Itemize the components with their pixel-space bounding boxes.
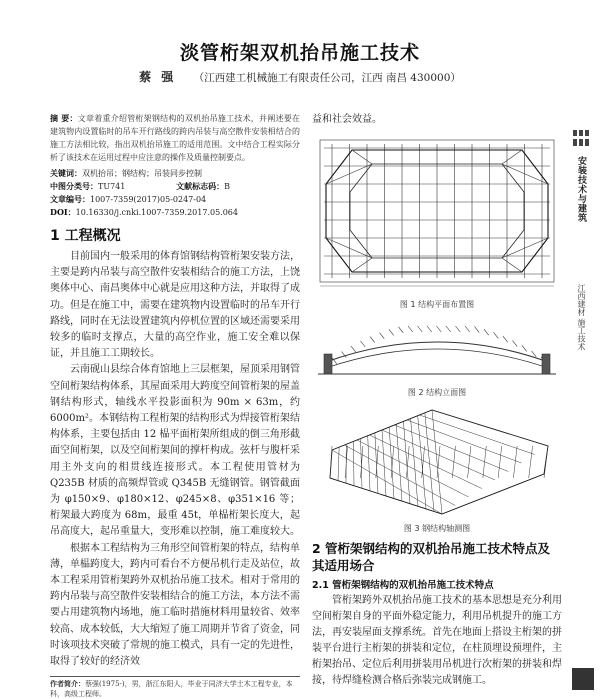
clc-value: TU741 — [98, 182, 125, 191]
journal-logo-icon — [571, 128, 591, 148]
axonometric-member — [332, 450, 442, 514]
clc-field — [50, 180, 125, 193]
axonometric-member — [468, 446, 471, 478]
elevation-web-member — [399, 327, 404, 333]
axonometric-member — [353, 441, 354, 485]
footnote-text: 蔡强(1975-)，男，浙江东阳人，毕业于同济大学土木工程专业，本科，高级工程师。 — [50, 680, 293, 698]
elevation-web-member — [532, 351, 537, 357]
abstract-text: 文章着重介绍管桁架钢结构的双机抬吊施工技术，并阐述要在建筑物内设置临时的吊车开行路线的跨内吊装与高空散件安装相结合的施工方法相比较，指出双机抬吊施工的适用范围。文中结合工程实际分析了该技术在运用过程中应注意的操作及质量控制要点。 — [50, 114, 300, 162]
article-no-value: 1007-7359(2017)05-0247-04 — [90, 195, 206, 204]
elevation-web-member — [370, 337, 375, 343]
keywords-row — [50, 167, 300, 180]
axonometric-member — [330, 446, 332, 478]
elevation-web-member — [484, 329, 489, 335]
axonometric-member — [407, 420, 522, 463]
left-column — [50, 112, 300, 670]
elevation-web-member — [380, 333, 385, 339]
clc-label: 中图分类号： — [50, 181, 98, 191]
section1-heading: 1 工程概况 — [50, 225, 300, 245]
axonometric-member — [411, 419, 418, 507]
axonometric-member — [382, 430, 495, 480]
axonometric-member — [432, 410, 442, 514]
footnote-label: 作者简介： — [50, 679, 85, 688]
section1-paragraph-1: 目前国内一般采用的体育馆钢结构管桁架安装方法，主要是跨内吊装与高空散件安装相结合的施工方法，上饶奥体中心、南昌奥体中心就是应用这种方法，并取得了成功。但是在施工中，需要在建筑物内设置临时的吊车开行路线，同时在无法设置建筑内停机位置的区域还需要采用较多的临时支撑点，大量的高空作业，施工安全难以保证，并且施工工期较长。 — [50, 249, 300, 362]
elevation-web-member — [503, 336, 508, 342]
section2-1-paragraph: 管桁架跨外双机抬吊施工技术的基本思想是充分利用空间桁架自身的平面外稳定能力，利用吊机提升的施工方法，再安装屋面支撑系统。首先在地面上搭设主桁架的拼装平台进行主桁架的拼装和定位，在柱顶埋设预埋件，主桁架抬吊、定位后利用拼装用吊机进行次桁架的拼装和焊接，待焊缝检测合格后弥装完成钢施工。 — [312, 593, 562, 689]
axonometric-member — [368, 436, 370, 491]
axonometric-member — [338, 447, 339, 480]
right-column — [312, 112, 562, 689]
elevation-web-member — [389, 329, 394, 335]
classification-row — [50, 180, 300, 193]
keywords-label: 关键词： — [50, 168, 82, 178]
axonometric-member — [420, 415, 535, 455]
doi-row — [50, 206, 300, 219]
elevation-web-member — [522, 345, 527, 351]
section2-1-heading: 2.1 管桁架钢结构的双机抬吊施工技术特点 — [312, 577, 562, 591]
axonometric-member — [345, 445, 456, 506]
section1-paragraph-2: 云南砚山县综合体育馆地上三层框架，屋顶采用钢管空间桁架结构体系，其屋面采用大跨度空间管桁架的屋盖钢结构形式，轴线水平投影面积为 90m × 63m，约 6000m²。本钢结构工程桁架的结构形式为焊接管桁架结构体系，主要包括由 12 榀平面桁架所组成的倒三角形截面空间桁架，以及空间桁架间的撑杆构成。弦杆与腹杆采用主外支向的相贯线连接形式。本工程使用管材为 Q235B 材质的高频焊管或 Q345B 无缝钢管。钢管截面为 φ150×9、φ180×12、φ245×8、φ351×16 等；桁架最大跨度为 68m，最重 45t，单榀桁架长度大，起吊高度大，起吊重量大，变形难以控制，施工难度较大。 — [50, 362, 300, 540]
elevation-web-member — [408, 326, 413, 332]
journal-vertical-label: 江西建材 施工技术 — [576, 284, 587, 351]
section2-heading: 2 管桁架钢结构的双机抬吊施工技术特点及其适用场合 — [312, 540, 562, 574]
elevation-web-member — [361, 341, 366, 347]
elevation-web-member — [456, 326, 461, 332]
article-meta — [50, 167, 300, 219]
axonometric-member — [529, 446, 533, 478]
doc-code-field — [176, 180, 230, 193]
axonometric-member — [370, 435, 482, 489]
doi-label: DOI： — [50, 207, 76, 217]
author-affiliation: （江西建工机械施工有限责任公司，江西 南昌 430000） — [194, 72, 461, 84]
paper-title: 淡管桁架双机抬吊施工技术 — [0, 38, 600, 65]
keywords-value: 双机抬吊；钢结构；吊装同步控制 — [82, 169, 202, 178]
axonometric-member — [382, 430, 386, 496]
article-number-row — [50, 193, 300, 206]
side-tab — [566, 128, 596, 288]
elevation-web-member — [494, 332, 499, 338]
axonometric-member — [403, 421, 410, 503]
elevation-web-member — [351, 346, 356, 352]
figure-3-axonometric-drawing — [312, 402, 562, 520]
elevation-web-member — [465, 326, 470, 332]
doi-value: 10.16330/j.cnki.1007-7359.2017.05.064 — [76, 208, 238, 217]
axonometric-member — [418, 416, 426, 509]
author-footnote — [50, 676, 300, 699]
axonometric-member — [498, 446, 502, 478]
elevation-web-member — [513, 341, 518, 347]
axonometric-member — [513, 446, 517, 478]
doc-code-label: 文献标志码： — [176, 181, 224, 191]
figure-2-caption: 图 2 结构立面图 — [312, 387, 562, 398]
corner-mark — [572, 668, 594, 690]
figure-2-elevation-drawing — [312, 314, 562, 384]
side-tab-text: 安装技术与建筑 — [575, 156, 588, 223]
author-line — [0, 68, 600, 85]
axonometric-member — [437, 446, 440, 478]
abstract — [50, 112, 300, 164]
figure-3-caption: 图 3 钢结构轴测图 — [312, 523, 562, 534]
figure-1-plan-drawing — [312, 134, 562, 296]
section1-paragraph-3: 根据本工程结构为三角形空间管桁架的特点，结构单薄，单榀跨度大，跨内可看台不方便吊机行走及站位，故本工程采用管桁架跨外双机抬吊施工技术。相对于常用的跨内吊装与高空散件安装相结合的施工方法，本方法不需要占用建筑物内场地，施工临时措施材料用量较省、效率较高、成本较低，大大缩短了施工周期并节省了资金，同时该项技术突破了常规的施工模式，具有一定的先进性，取得了较好的经济效 — [50, 541, 300, 671]
elevation-web-member — [437, 326, 442, 332]
figure-1-caption: 图 1 结构平面布置图 — [312, 299, 562, 310]
author-name: 蔡 强 — [139, 70, 176, 84]
axonometric-member — [389, 427, 394, 498]
continued-text: 益和社会效益。 — [312, 112, 562, 128]
axonometric-member — [544, 446, 548, 478]
elevation-web-member — [446, 326, 451, 332]
doc-code-value: B — [224, 182, 230, 191]
elevation-web-member — [418, 326, 423, 332]
axonometric-member — [395, 425, 509, 472]
axonometric-member — [432, 410, 548, 446]
abstract-label: 摘 要： — [50, 113, 78, 123]
elevation-web-member — [427, 326, 432, 332]
elevation-web-member — [475, 327, 480, 333]
article-no-label: 文章编号： — [50, 194, 90, 204]
